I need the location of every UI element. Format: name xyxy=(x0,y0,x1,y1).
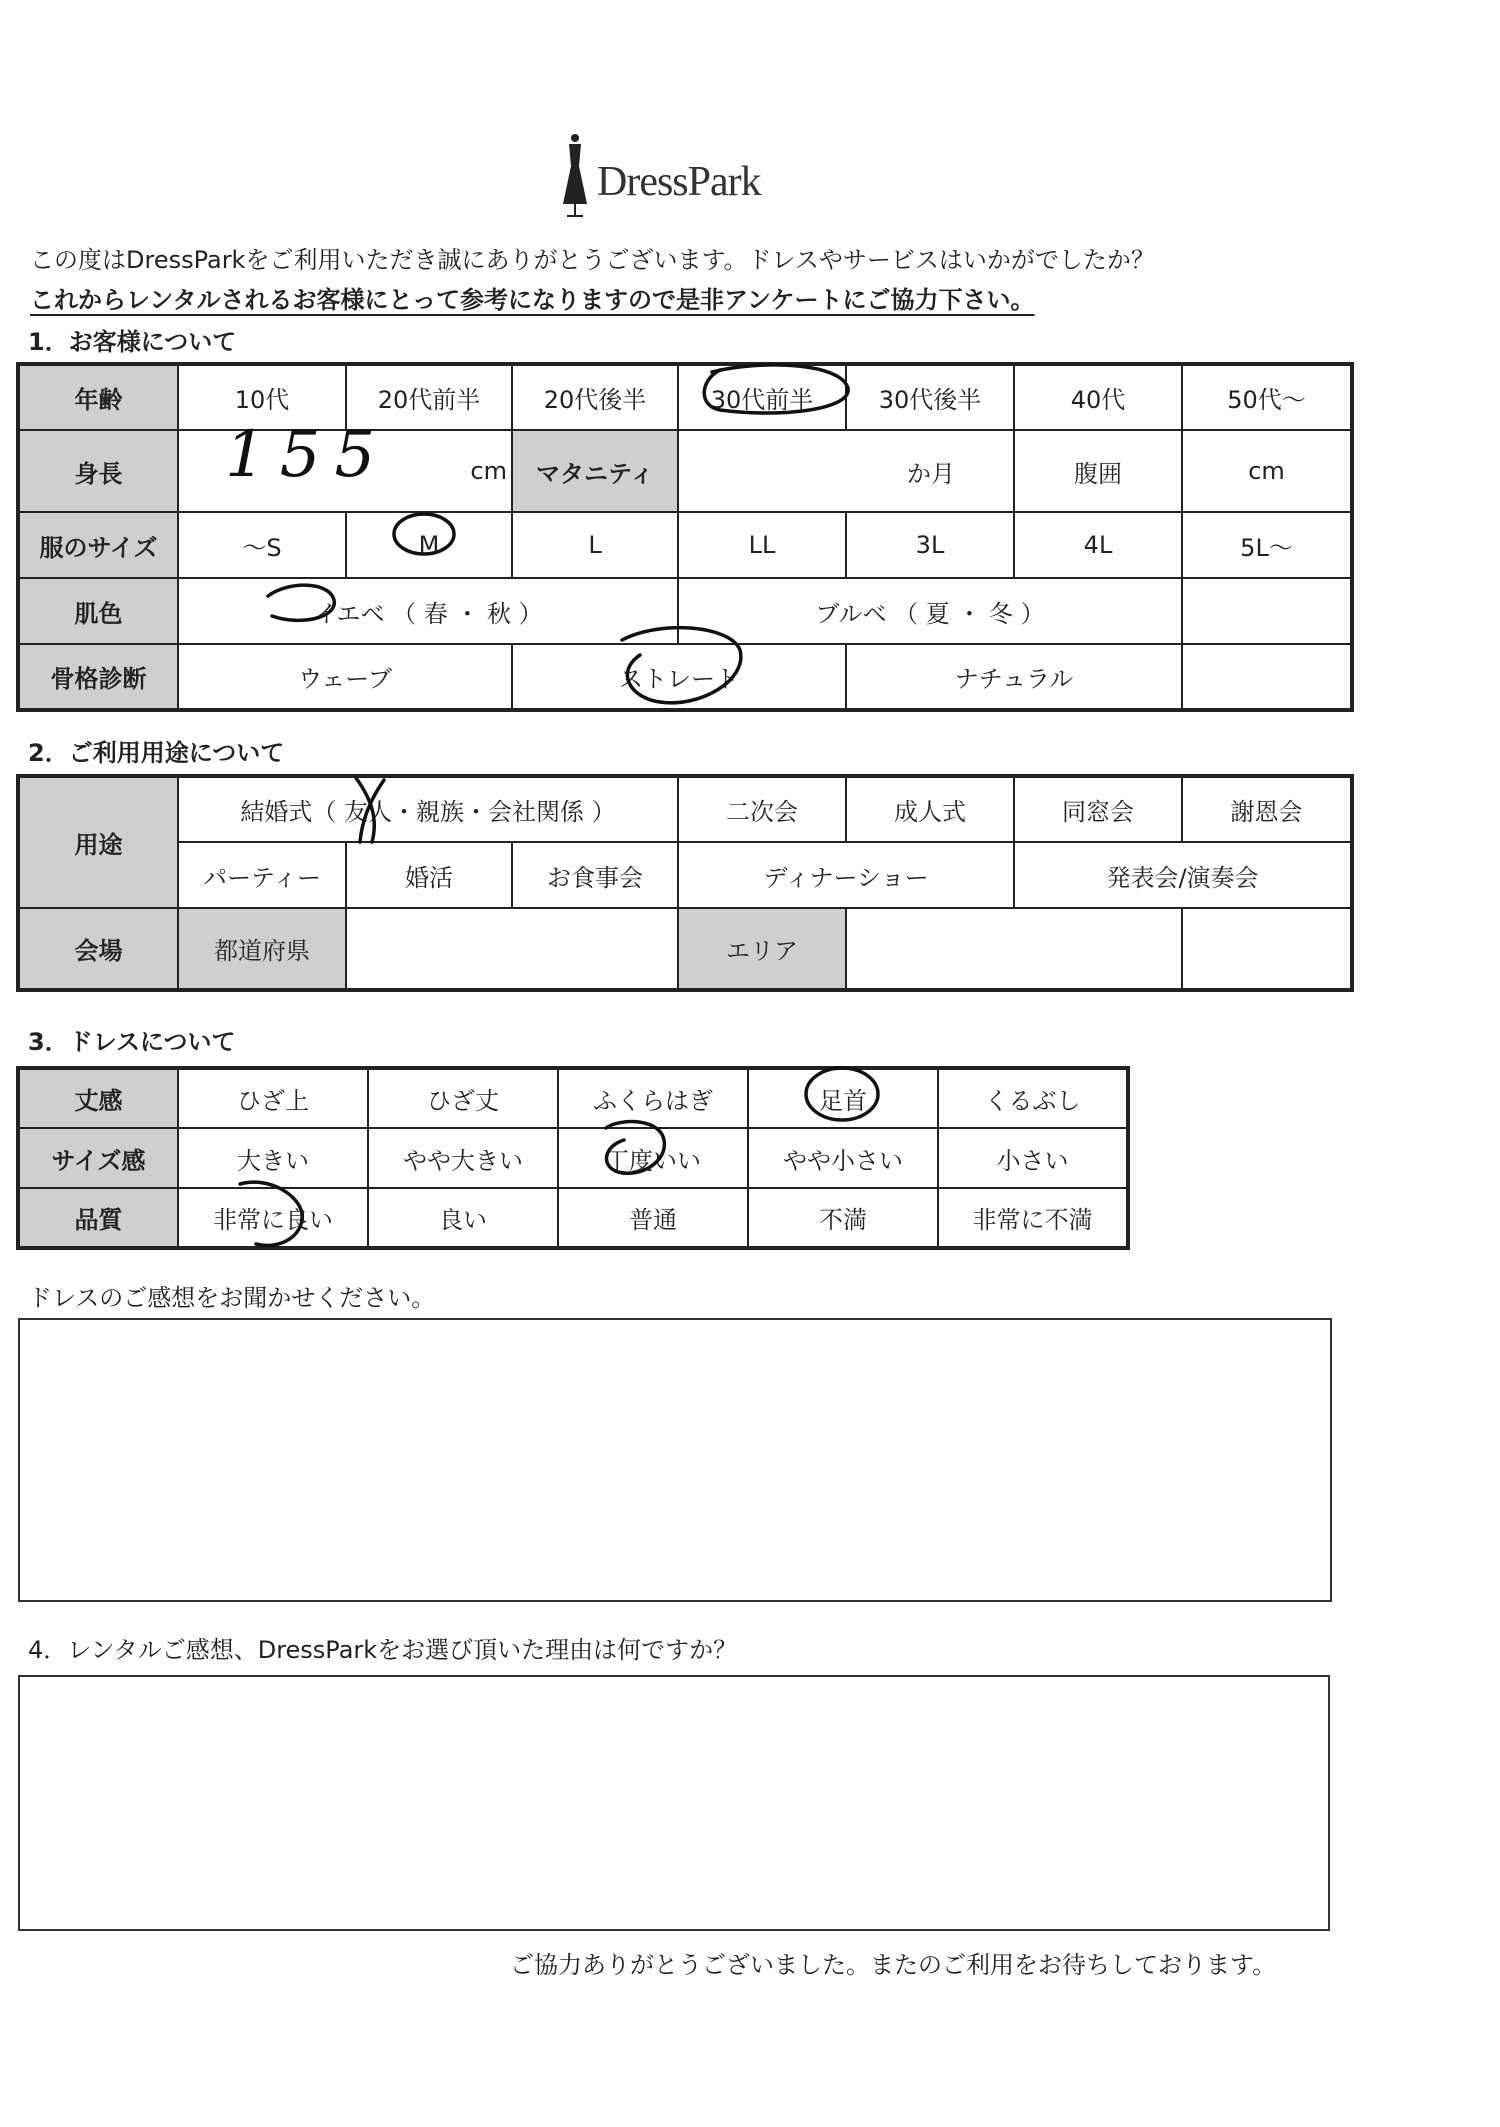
purpose-option[interactable]: 謝恩会 xyxy=(1182,776,1352,842)
section4-title: 4．レンタルご感想、DressParkをお選び頂いた理由は何ですか？ xyxy=(28,1636,738,1664)
thanks-message: ご協力ありがとうございました。またのご利用をお待ちしております。 xyxy=(510,1951,1277,1979)
length-option[interactable]: ひざ上 xyxy=(178,1068,368,1128)
size-option[interactable]: 5L～ xyxy=(1182,512,1352,578)
height-label: 身長 xyxy=(18,430,178,512)
quality-option[interactable]: 非常に不満 xyxy=(938,1188,1128,1248)
age-option[interactable]: 40代 xyxy=(1014,364,1182,430)
maternity-label: マタニティ xyxy=(512,430,678,512)
height-unit: cm xyxy=(470,457,507,485)
reason-textarea[interactable] xyxy=(18,1675,1330,1931)
size-option[interactable]: L xyxy=(512,512,678,578)
size-option[interactable]: 4L xyxy=(1014,512,1182,578)
size-option[interactable]: 3L xyxy=(846,512,1014,578)
size-row xyxy=(18,512,1352,578)
fit-row xyxy=(18,1128,1128,1188)
area-label: エリア xyxy=(678,908,846,990)
skin-yellow-option[interactable]: イエベ （ 春 ・ 秋 ） xyxy=(178,578,678,644)
purpose-label: 用途 xyxy=(18,776,178,908)
length-row xyxy=(18,1068,1128,1128)
purpose-row-2 xyxy=(18,842,1352,908)
quality-option[interactable]: 普通 xyxy=(558,1188,748,1248)
purpose-option[interactable]: お食事会 xyxy=(512,842,678,908)
dress-table xyxy=(16,1066,1130,1250)
waist-label: 腹囲 xyxy=(1014,430,1182,512)
height-row xyxy=(18,430,1352,512)
age-row xyxy=(18,364,1352,430)
purpose-option[interactable]: 二次会 xyxy=(678,776,846,842)
quality-option-selected[interactable]: 非常に良い xyxy=(178,1188,368,1248)
purpose-option[interactable]: パーティー xyxy=(178,842,346,908)
purpose-option[interactable]: 同窓会 xyxy=(1014,776,1182,842)
age-option-selected[interactable]: 30代前半 xyxy=(678,364,846,430)
section3-title: 3．ドレスについて xyxy=(28,1028,236,1056)
brand-logo xyxy=(555,130,805,220)
frame-option[interactable]: ウェーブ xyxy=(178,644,512,710)
section1-title: 1．お客様について xyxy=(28,328,237,356)
empty-cell xyxy=(1182,908,1352,990)
fit-option[interactable]: 大きい xyxy=(178,1128,368,1188)
maternity-months-field[interactable] xyxy=(678,430,1014,512)
skin-row xyxy=(18,578,1352,644)
fit-option[interactable]: 小さい xyxy=(938,1128,1128,1188)
age-option[interactable]: 20代後半 xyxy=(512,364,678,430)
prefecture-label: 都道府県 xyxy=(178,908,346,990)
impression-prompt: ドレスのご感想をお聞かせください。 xyxy=(28,1284,436,1312)
purpose-row-1 xyxy=(18,776,1352,842)
frame-option-selected[interactable]: ストレート xyxy=(512,644,846,710)
age-option[interactable]: 20代前半 xyxy=(346,364,512,430)
waist-field[interactable] xyxy=(1182,430,1352,512)
fit-option[interactable]: やや大きい xyxy=(368,1128,558,1188)
frame-row xyxy=(18,644,1352,710)
waist-unit: cm xyxy=(1248,457,1285,485)
purpose-option[interactable]: 成人式 xyxy=(846,776,1014,842)
frame-label: 骨格診断 xyxy=(18,644,178,710)
skin-label: 肌色 xyxy=(18,578,178,644)
purpose-option[interactable]: 発表会/演奏会 xyxy=(1014,842,1352,908)
section2-title: 2．ご利用用途について xyxy=(28,739,285,767)
area-field[interactable] xyxy=(846,908,1182,990)
customer-table xyxy=(16,362,1354,712)
quality-label: 品質 xyxy=(18,1188,178,1248)
venue-row xyxy=(18,908,1352,990)
quality-row xyxy=(18,1188,1128,1248)
quality-option[interactable]: 良い xyxy=(368,1188,558,1248)
length-option-selected[interactable]: 足首 xyxy=(748,1068,938,1128)
size-option-selected[interactable]: M xyxy=(346,512,512,578)
size-option[interactable]: LL xyxy=(678,512,846,578)
empty-cell xyxy=(1182,578,1352,644)
length-option[interactable]: ふくらはぎ xyxy=(558,1068,748,1128)
age-label: 年齢 xyxy=(18,364,178,430)
purpose-table xyxy=(16,774,1354,992)
size-option[interactable]: ～S xyxy=(178,512,346,578)
fit-option-selected[interactable]: 丁度いい xyxy=(558,1128,748,1188)
length-option[interactable]: くるぶし xyxy=(938,1068,1128,1128)
purpose-option[interactable]: ディナーショー xyxy=(678,842,1014,908)
months-unit: か月 xyxy=(907,459,955,488)
fit-label: サイズ感 xyxy=(18,1128,178,1188)
brand-name: DressPark xyxy=(597,159,761,205)
dress-icon xyxy=(555,130,595,220)
length-option[interactable]: ひざ丈 xyxy=(368,1068,558,1128)
wedding-option[interactable]: 結婚式（ 友人・親族・会社関係 ） xyxy=(178,776,678,842)
handwritten-height: 155 xyxy=(225,418,390,492)
size-label: 服のサイズ xyxy=(18,512,178,578)
quality-option[interactable]: 不満 xyxy=(748,1188,938,1248)
age-option[interactable]: 50代～ xyxy=(1182,364,1352,430)
age-option[interactable]: 10代 xyxy=(178,364,346,430)
skin-blue-option[interactable]: ブルベ （ 夏 ・ 冬 ） xyxy=(678,578,1182,644)
intro-request: これからレンタルされるお客様にとって参考になりますので是非アンケートにご協力下さい。 xyxy=(30,286,1035,314)
age-option[interactable]: 30代後半 xyxy=(846,364,1014,430)
purpose-option[interactable]: 婚活 xyxy=(346,842,512,908)
prefecture-field[interactable] xyxy=(346,908,678,990)
impression-textarea[interactable] xyxy=(18,1318,1332,1602)
length-label: 丈感 xyxy=(18,1068,178,1128)
empty-cell xyxy=(1182,644,1352,710)
frame-option[interactable]: ナチュラル xyxy=(846,644,1182,710)
intro-text: この度はDressParkをご利用いただき誠にありがとうございます。ドレスやサービスはいかがでしたか？ xyxy=(30,246,1155,274)
venue-label: 会場 xyxy=(18,908,178,990)
fit-option[interactable]: やや小さい xyxy=(748,1128,938,1188)
